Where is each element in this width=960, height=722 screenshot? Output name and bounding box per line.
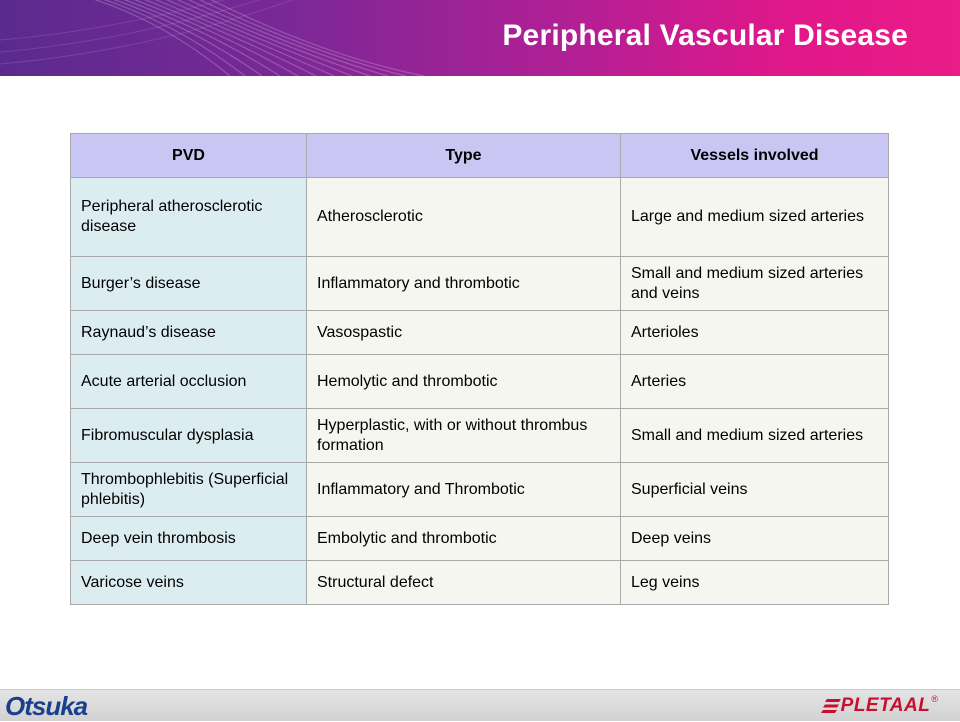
cell-type: Inflammatory and Thrombotic [307, 463, 621, 517]
page-title: Peripheral Vascular Disease [502, 19, 908, 52]
footer-bar [0, 689, 960, 721]
cell-type: Hyperplastic, with or without thrombus formation [307, 409, 621, 463]
cell-vessels: Arterioles [621, 311, 889, 355]
otsuka-logo: Otsuka [5, 691, 88, 721]
column-header-type: Type [307, 134, 621, 178]
cell-vessels: Small and medium sized arteries and veins [621, 257, 889, 311]
cell-vessels: Deep veins [621, 517, 889, 561]
cell-pvd: Varicose veins [71, 561, 307, 605]
column-header-pvd: PVD [71, 134, 307, 178]
cell-pvd: Thrombophlebitis (Superficial phlebitis) [71, 463, 307, 517]
table-row [71, 257, 889, 311]
pletaal-logo [821, 694, 938, 718]
cell-type: Embolytic and thrombotic [307, 517, 621, 561]
cell-type: Atherosclerotic [307, 178, 621, 257]
cell-vessels: Small and medium sized arteries [621, 409, 889, 463]
cell-pvd: Acute arterial occlusion [71, 355, 307, 409]
cell-type: Hemolytic and thrombotic [307, 355, 621, 409]
pletaal-stripes-icon [821, 696, 841, 716]
cell-vessels: Arteries [621, 355, 889, 409]
cell-pvd: Deep vein thrombosis [71, 517, 307, 561]
table-row [71, 463, 889, 517]
table-row [71, 355, 889, 409]
cell-vessels: Large and medium sized arteries [621, 178, 889, 257]
cell-pvd: Burger’s disease [71, 257, 307, 311]
column-header-vessels: Vessels involved [621, 134, 889, 178]
pvd-table [70, 133, 889, 605]
cell-type: Inflammatory and thrombotic [307, 257, 621, 311]
cell-type: Vasospastic [307, 311, 621, 355]
pletaal-logo-text: PLETAAL [840, 695, 931, 716]
table-row [71, 178, 889, 257]
table-row [71, 311, 889, 355]
registered-mark: ® [931, 694, 938, 704]
table-row [71, 409, 889, 463]
cell-pvd: Peripheral atherosclerotic disease [71, 178, 307, 257]
cell-type: Structural defect [307, 561, 621, 605]
cell-vessels: Leg veins [621, 561, 889, 605]
cell-pvd: Raynaud’s disease [71, 311, 307, 355]
cell-vessels: Superficial veins [621, 463, 889, 517]
header-banner [0, 0, 960, 76]
table-row [71, 561, 889, 605]
table-row [71, 517, 889, 561]
cell-pvd: Fibromuscular dysplasia [71, 409, 307, 463]
table-header-row [71, 134, 889, 178]
